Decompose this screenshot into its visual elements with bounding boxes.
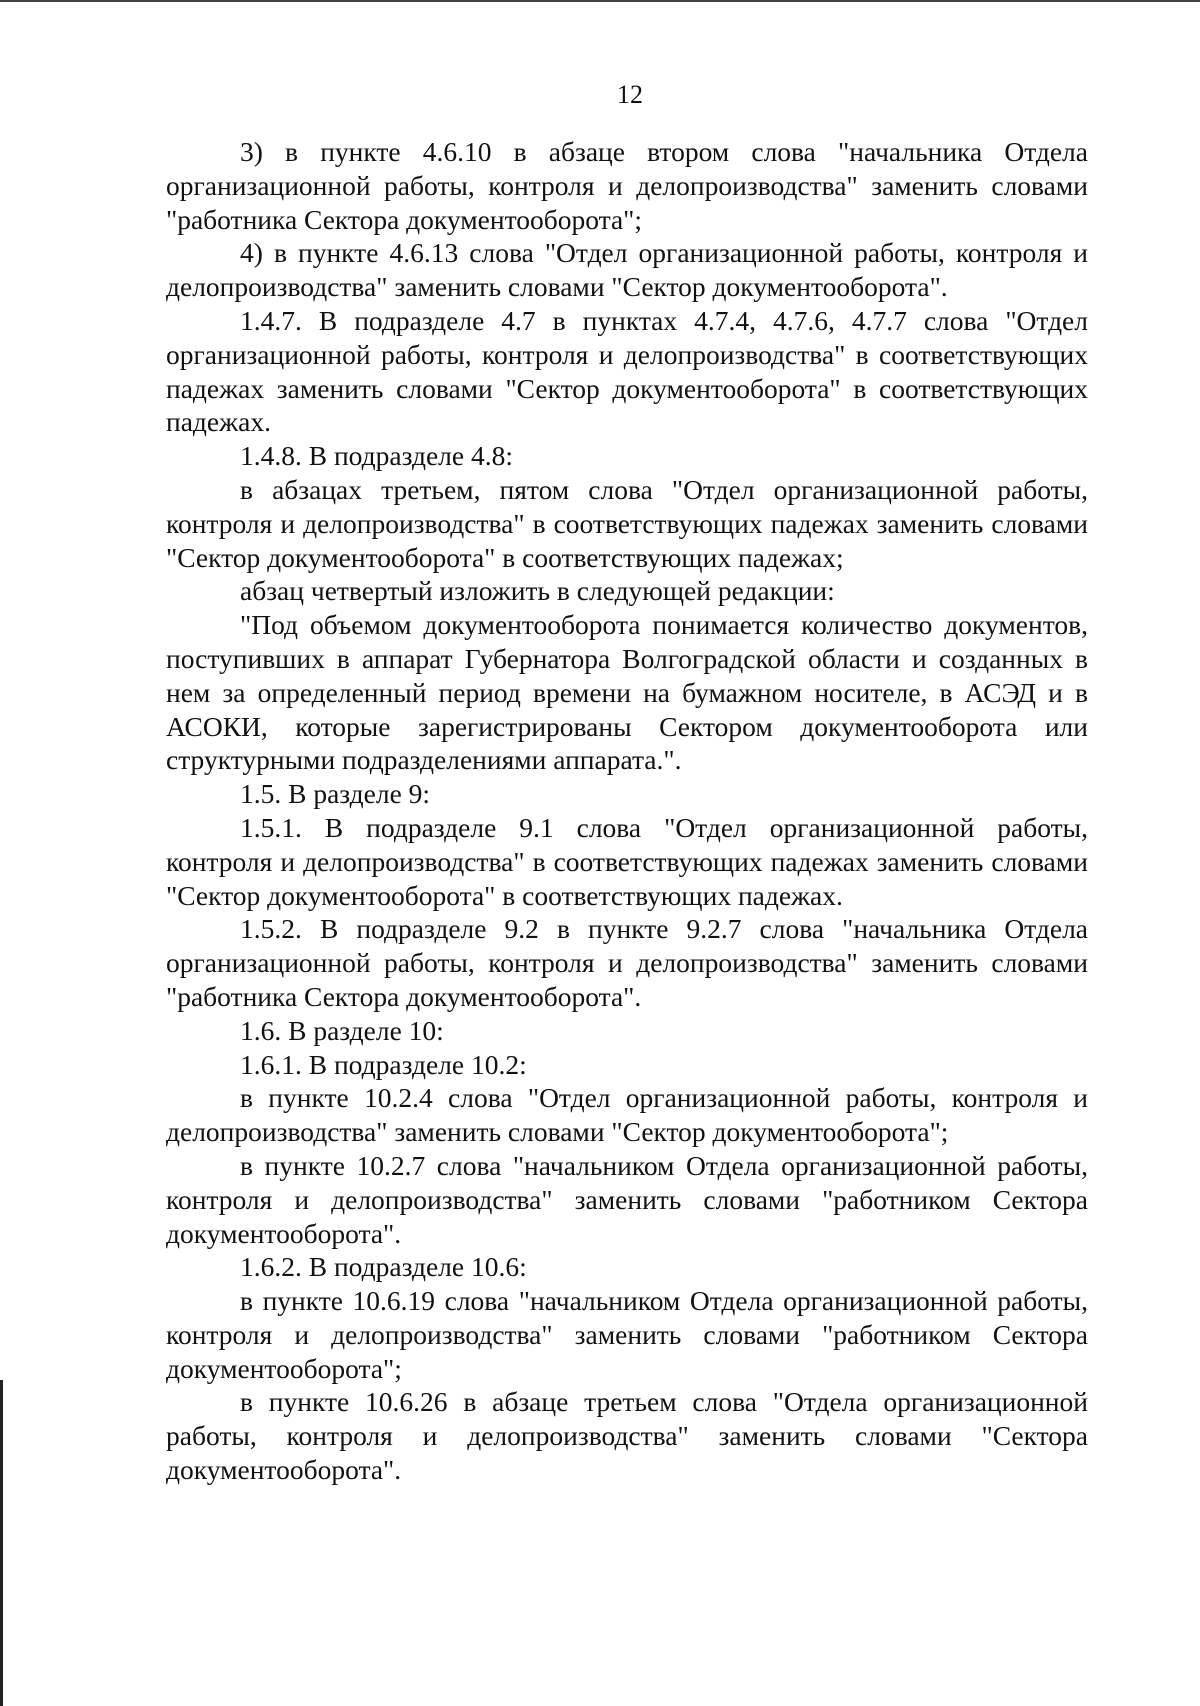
document-body [166,135,1088,1487]
paragraph: "Под объемом документооборота понимается количество документов, поступивших в аппарат Губернатора Волгоградской области и созданных в нем за определенный период времени на бумажном носителе, в АСЭД и в АСОКИ, которые зарегистрированы Сектором документооборота или структурными подразделениями аппарата.". [166,609,1088,776]
paragraph: в пункте 10.6.26 в абзаце третьем слова "Отдела организационной работы, контроля и делопроизводства" заменить словами "Сектора документооборота". [166,1386,1088,1486]
paragraph: в пункте 10.2.4 слова "Отдел организационной работы, контроля и делопроизводства" заменить словами "Сектор документооборота"; [166,1082,1088,1148]
paragraph: 1.5.2. В подразделе 9.2 в пункте 9.2.7 слова "начальника Отдела организационной работы, контроля и делопроизводства" заменить словами "работника Сектора документооборота". [166,913,1088,1012]
paragraph: в пункте 10.6.19 слова "начальником Отдела организационной работы, контроля и делопроизводства" заменить словами "работником Сектора документооборота"; [166,1285,1088,1384]
paragraph: 3) в пункте 4.6.10 в абзаце втором слова "начальника Отдела организационной работы, контроля и делопроизводства" заменить словами "работника Сектора документооборота"; [166,136,1088,235]
paragraph: 1.6.2. В подразделе 10.6: [240,1251,527,1283]
paragraph: 1.5.1. В подразделе 9.1 слова "Отдел организационной работы, контроля и делопроизводства" в соответствующих падежах заменить словами "Сектор документооборота" в соответствующих падежах. [166,811,1088,911]
paragraph: абзац четвертый изложить в следующей редакции: [240,575,835,607]
paragraph: 1.6.1. В подразделе 10.2: [240,1048,527,1080]
paragraph: 1.4.7. В подразделе 4.7 в пунктах 4.7.4, 4.7.6, 4.7.7 слова "Отдел организационной работы, контроля и делопроизводства" в соответствующих падежах заменить словами "Сектор документооборота" в соответствующих падежах. [166,304,1088,438]
paragraph: 1.4.8. В подразделе 4.8: [240,440,513,472]
paragraph: в абзацах третьем, пятом слова "Отдел организационной работы, контроля и делопроизводства" в соответствующих падежах заменить словами "Сектор документооборота" в соответствующих падежах; [166,473,1088,573]
scan-edge-left [0,1380,3,1706]
paragraph: в пункте 10.2.7 слова "начальником Отдела организационной работы, контроля и делопроизводства" заменить словами "работником Сектора документооборота". [166,1149,1088,1249]
paragraph: 1.5. В разделе 9: [240,778,431,810]
scan-edge-top [0,0,1200,2]
paragraph: 1.6. В разделе 10: [240,1014,444,1046]
paragraph: 4) в пункте 4.6.13 слова "Отдел организационной работы, контроля и делопроизводства" заменить словами "Сектор документооборота". [166,237,1088,303]
page-number: 12 [617,80,643,109]
